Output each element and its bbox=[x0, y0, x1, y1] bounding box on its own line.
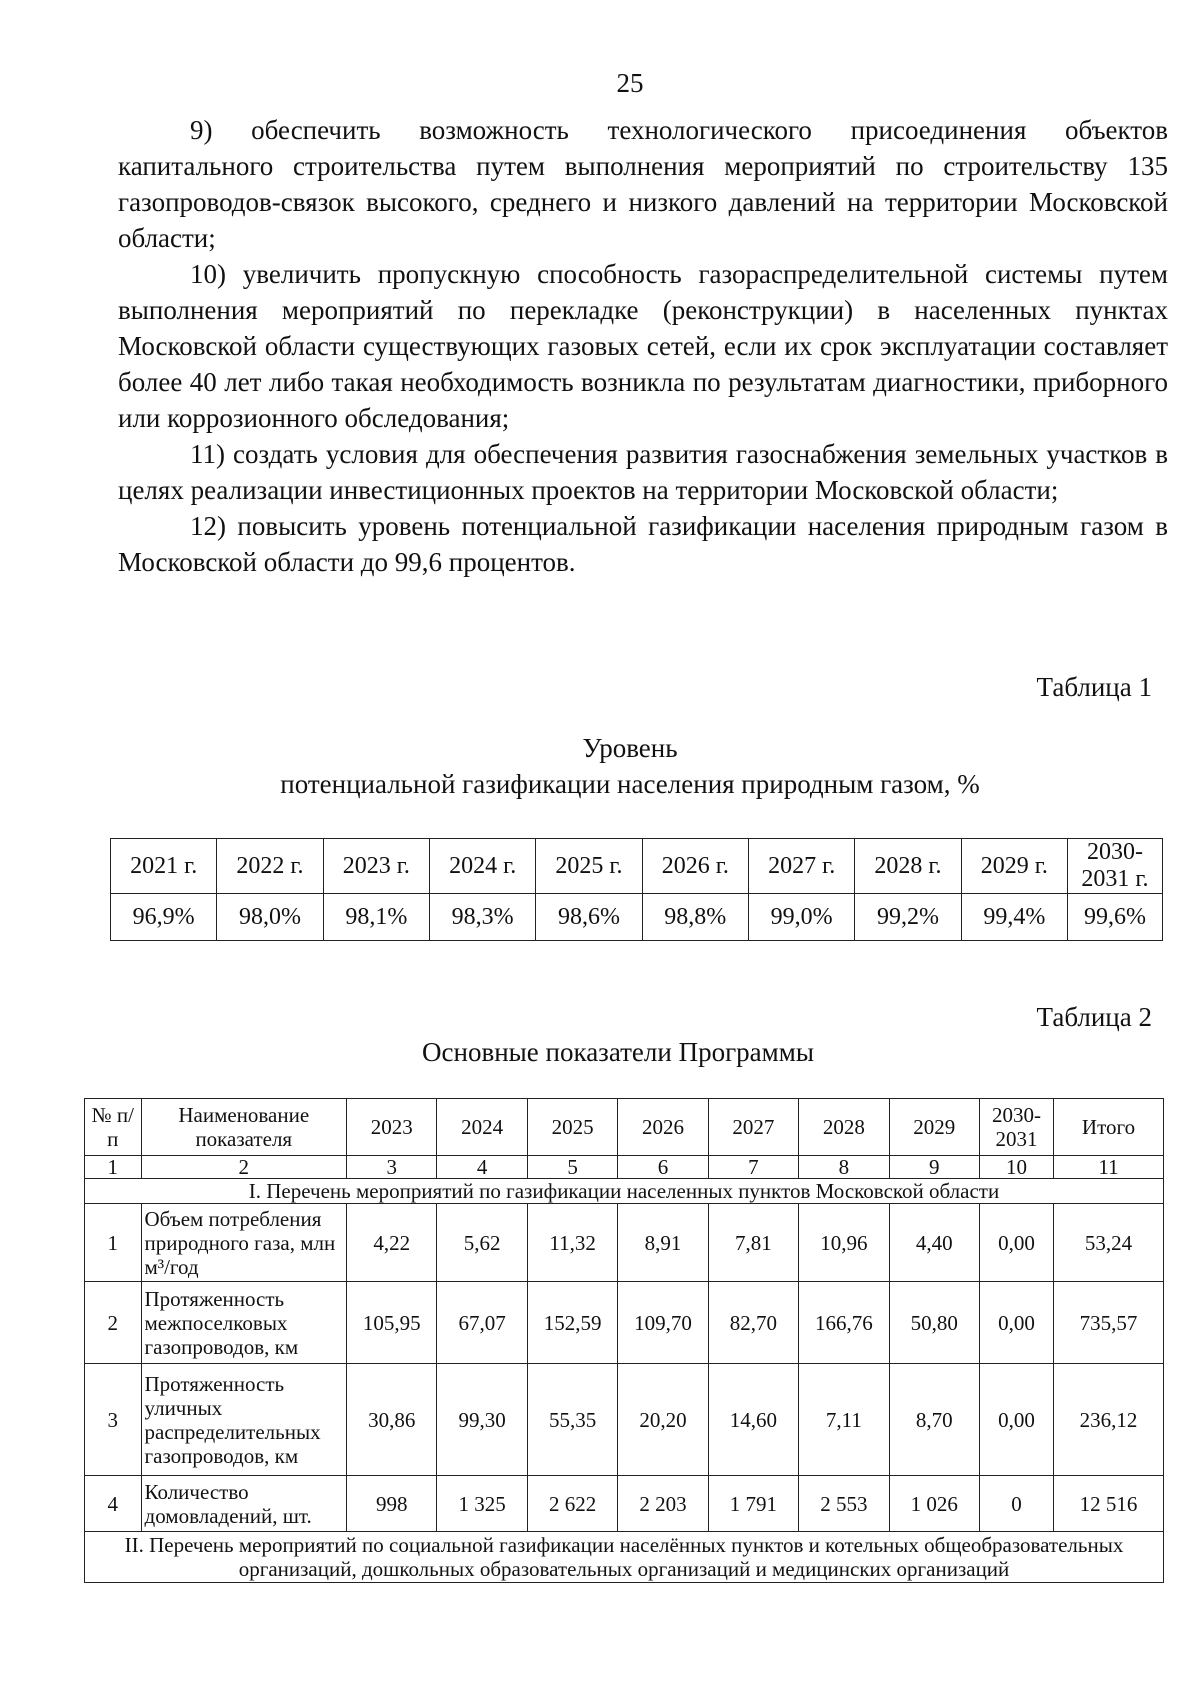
total-cell: 53,24 bbox=[1053, 1204, 1163, 1282]
total-cell: 735,57 bbox=[1053, 1282, 1163, 1364]
value-cell: 1 026 bbox=[889, 1476, 979, 1532]
value-cell: 30,86 bbox=[347, 1364, 437, 1476]
value-cell: 152,59 bbox=[527, 1282, 617, 1364]
column-index-row bbox=[85, 1156, 1164, 1179]
index-cell: 6 bbox=[618, 1156, 708, 1179]
year-cell: 2026 г. bbox=[642, 839, 748, 894]
value-cell: 8,91 bbox=[618, 1204, 708, 1282]
paragraph: 12) повысить уровень потенциальной газификации населения природным газом в Московской области до 99,6 процентов. bbox=[118, 511, 1168, 577]
table1-title-line1: Уровень bbox=[582, 733, 678, 763]
value-cell: 55,35 bbox=[527, 1364, 617, 1476]
table2-label: Таблица 2 bbox=[1036, 1002, 1152, 1032]
index-cell: 5 bbox=[527, 1156, 617, 1179]
header-year: 2024 bbox=[437, 1099, 527, 1156]
value-cell: 166,76 bbox=[799, 1282, 889, 1364]
value-cell: 105,95 bbox=[347, 1282, 437, 1364]
table1-title-line2: потенциальной газификации населения природным газом, % bbox=[280, 769, 980, 799]
year-cell: 2025 г. bbox=[536, 839, 642, 894]
gasification-level-table bbox=[110, 838, 1163, 941]
header-num: № п/п bbox=[85, 1099, 142, 1156]
total-cell: 236,12 bbox=[1053, 1364, 1163, 1476]
value-cell: 0,00 bbox=[979, 1204, 1053, 1282]
section-row bbox=[85, 1179, 1164, 1204]
value-cell: 0,00 bbox=[979, 1364, 1053, 1476]
index-cell: 10 bbox=[979, 1156, 1053, 1179]
value-cell: 98,1% bbox=[323, 894, 429, 941]
value-cell: 4,22 bbox=[347, 1204, 437, 1282]
index-cell: 1 bbox=[85, 1156, 142, 1179]
table2-title: Основные показатели Программы bbox=[422, 1037, 814, 1067]
value-cell: 8,70 bbox=[889, 1364, 979, 1476]
header-year: 2029 bbox=[889, 1099, 979, 1156]
value-cell: 10,96 bbox=[799, 1204, 889, 1282]
value-cell: 67,07 bbox=[437, 1282, 527, 1364]
year-cell: 2021 г. bbox=[111, 839, 217, 894]
value-cell: 109,70 bbox=[618, 1282, 708, 1364]
value-cell: 2 203 bbox=[618, 1476, 708, 1532]
row-num: 3 bbox=[85, 1364, 142, 1476]
header-total: Итого bbox=[1053, 1099, 1163, 1156]
value-cell: 98,8% bbox=[642, 894, 748, 941]
year-cell: 2027 г. bbox=[748, 839, 854, 894]
body-text bbox=[118, 112, 1168, 580]
value-cell: 99,6% bbox=[1068, 894, 1163, 941]
value-cell: 2 553 bbox=[799, 1476, 889, 1532]
value-cell: 7,81 bbox=[708, 1204, 798, 1282]
value-cell: 96,9% bbox=[111, 894, 217, 941]
table-row bbox=[85, 1476, 1164, 1532]
value-cell: 998 bbox=[347, 1476, 437, 1532]
row-num: 2 bbox=[85, 1282, 142, 1364]
total-cell: 12 516 bbox=[1053, 1476, 1163, 1532]
index-cell: 7 bbox=[708, 1156, 798, 1179]
index-cell: 8 bbox=[799, 1156, 889, 1179]
header-row bbox=[85, 1099, 1164, 1156]
value-cell: 1 791 bbox=[708, 1476, 798, 1532]
row-num: 1 bbox=[85, 1204, 142, 1282]
year-cell: 2024 г. bbox=[429, 839, 535, 894]
header-year: 2023 bbox=[347, 1099, 437, 1156]
section-title: II. Перечень мероприятий по социальной газификации населённых пунктов и котельных общеобразовательных организаций, дошкольных образовательных организаций и медицинских организаций bbox=[85, 1532, 1164, 1583]
row-name: Протяженность уличных распределительных газопроводов, км bbox=[141, 1364, 347, 1476]
value-cell: 98,0% bbox=[217, 894, 323, 941]
value-cell: 20,20 bbox=[618, 1364, 708, 1476]
value-cell: 7,11 bbox=[799, 1364, 889, 1476]
value-cell: 82,70 bbox=[708, 1282, 798, 1364]
value-cell: 1 325 bbox=[437, 1476, 527, 1532]
table-row bbox=[85, 1282, 1164, 1364]
table1-title bbox=[0, 730, 1200, 802]
paragraph: 10) увеличить пропускную способность газораспределительной системы путем выполнения мероприятий по перекладке (реконструкции) в населенных пунктах Московской области существующих газовых сетей, если их срок эксплуатации составляет более 40 лет либо такая необходимость возникла по результатам диагностики, приборного или коррозионного обследования; bbox=[118, 259, 1168, 433]
value-cell: 50,80 bbox=[889, 1282, 979, 1364]
index-cell: 4 bbox=[437, 1156, 527, 1179]
header-name: Наименование показателя bbox=[141, 1099, 347, 1156]
table-row bbox=[111, 894, 1163, 941]
value-cell: 2 622 bbox=[527, 1476, 617, 1532]
row-name: Количество домовладений, шт. bbox=[141, 1476, 347, 1532]
header-year: 2026 bbox=[618, 1099, 708, 1156]
value-cell: 0,00 bbox=[979, 1282, 1053, 1364]
table1-label: Таблица 1 bbox=[1036, 672, 1152, 702]
index-cell: 9 bbox=[889, 1156, 979, 1179]
index-cell: 2 bbox=[141, 1156, 347, 1179]
header-year: 2030-2031 bbox=[979, 1099, 1053, 1156]
value-cell: 4,40 bbox=[889, 1204, 979, 1282]
value-cell: 99,30 bbox=[437, 1364, 527, 1476]
header-year: 2028 bbox=[799, 1099, 889, 1156]
value-cell: 5,62 bbox=[437, 1204, 527, 1282]
row-num: 4 bbox=[85, 1476, 142, 1532]
header-year: 2027 bbox=[708, 1099, 798, 1156]
index-cell: 11 bbox=[1053, 1156, 1163, 1179]
page-number: 25 bbox=[616, 68, 644, 98]
year-cell: 2028 г. bbox=[855, 839, 961, 894]
program-indicators-table bbox=[84, 1098, 1164, 1583]
year-cell: 2023 г. bbox=[323, 839, 429, 894]
index-cell: 3 bbox=[347, 1156, 437, 1179]
value-cell: 98,3% bbox=[429, 894, 535, 941]
row-name: Объем потребления природного газа, млн м³/год bbox=[141, 1204, 347, 1282]
row-name: Протяженность межпоселковых газопроводов, км bbox=[141, 1282, 347, 1364]
value-cell: 14,60 bbox=[708, 1364, 798, 1476]
table-row bbox=[85, 1364, 1164, 1476]
section-row bbox=[85, 1532, 1164, 1583]
year-cell: 2030-2031 г. bbox=[1068, 839, 1163, 894]
value-cell: 11,32 bbox=[527, 1204, 617, 1282]
section-title: I. Перечень мероприятий по газификации населенных пунктов Московской области bbox=[85, 1179, 1164, 1204]
table-row bbox=[111, 839, 1163, 894]
paragraph: 11) создать условия для обеспечения развития газоснабжения земельных участков в целях реализации инвестиционных проектов на территории Московской области; bbox=[118, 439, 1168, 505]
paragraph: 9) обеспечить возможность технологического присоединения объектов капитального строительства путем выполнения мероприятий по строительству 135 газопроводов-связок высокого, среднего и низкого давлений на территории Московской области; bbox=[118, 115, 1168, 253]
value-cell: 99,2% bbox=[855, 894, 961, 941]
table-row bbox=[85, 1204, 1164, 1282]
value-cell: 98,6% bbox=[536, 894, 642, 941]
value-cell: 99,0% bbox=[748, 894, 854, 941]
year-cell: 2029 г. bbox=[961, 839, 1067, 894]
value-cell: 99,4% bbox=[961, 894, 1067, 941]
value-cell: 0 bbox=[979, 1476, 1053, 1532]
year-cell: 2022 г. bbox=[217, 839, 323, 894]
header-year: 2025 bbox=[527, 1099, 617, 1156]
